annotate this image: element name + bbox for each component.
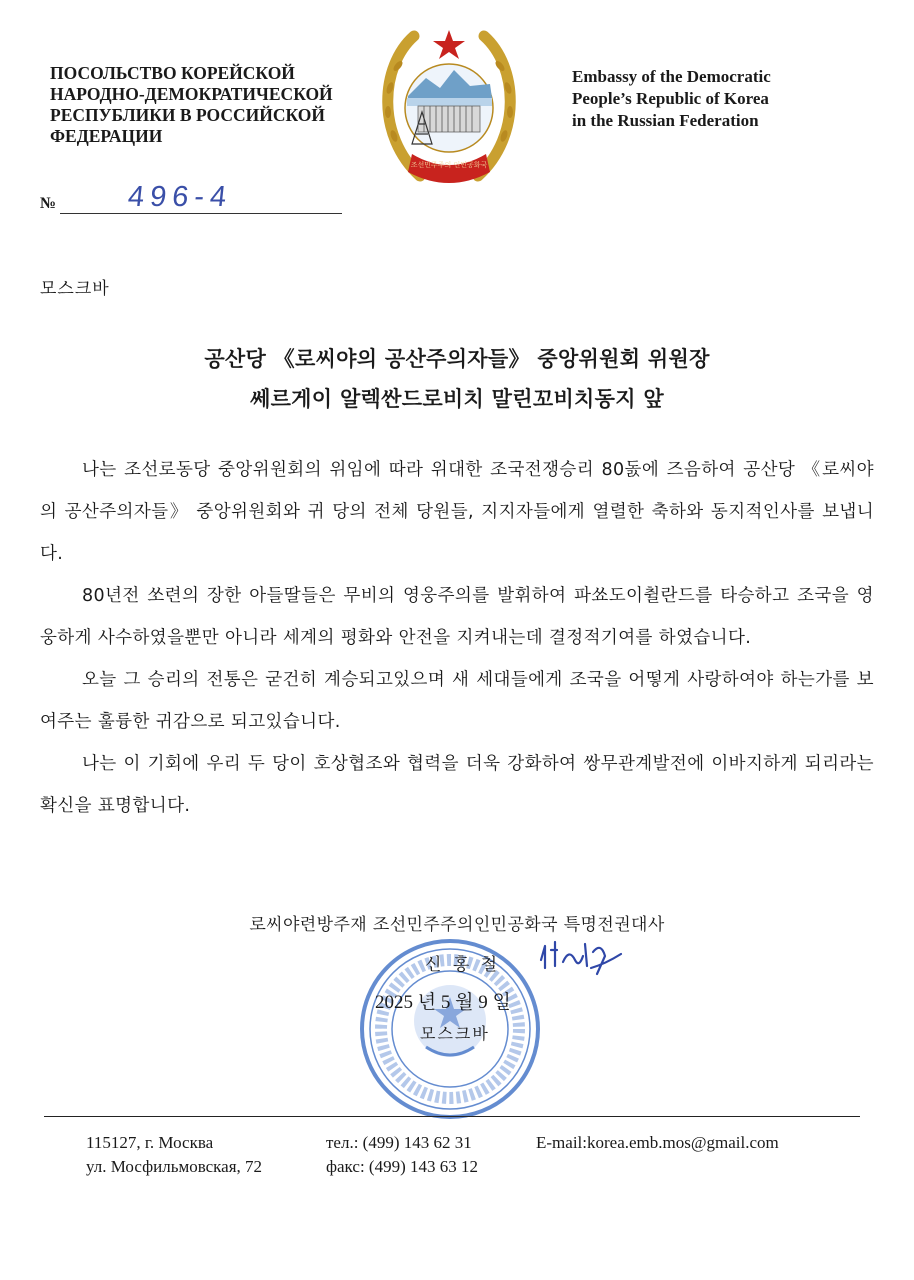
- ru-line: РЕСПУБЛИКИ В РОССИЙСКОЙ: [50, 105, 325, 125]
- addressee-line: 쎄르게이 알렉싼드로비치 말린꼬비치동지 앞: [250, 387, 664, 411]
- body-paragraph: 오늘 그 승리의 전통은 굳건히 계승되고있으며 새 세대들에게 조국을 어떻게 사랑하여야 하는가를 보여주는 훌륭한 귀감으로 되고있습니다.: [40, 670, 874, 732]
- signer-name: 신 홍 철: [425, 955, 501, 975]
- body-paragraph: 나는 조선로동당 중앙위원회의 위임에 따라 위대한 조국전쟁승리 80돐에 즈음하여 공산당 《로씨야의 공산주의자들》 중앙위원회와 귀 당의 전체 당원들, 지지자들에게 열렬한 축하와 동지적인사를 보냅니다.: [40, 460, 874, 564]
- ru-line: НАРОДНО-ДЕМОКРАТИЧЕСКОЙ: [50, 84, 333, 104]
- letter-body: [40, 449, 874, 827]
- footer-fax: факс: (499) 143 63 12: [326, 1157, 478, 1176]
- dprk-state-emblem-icon: [374, 26, 524, 192]
- handwritten-signature-icon: [535, 938, 625, 988]
- en-line: in the Russian Federation: [572, 111, 759, 130]
- footer-divider: [44, 1116, 860, 1117]
- footer-phone: тел.: (499) 143 62 31: [326, 1133, 472, 1152]
- ru-line: ПОСОЛЬСТВО КОРЕЙСКОЙ: [50, 63, 295, 83]
- city-heading: 모스크바: [40, 279, 110, 299]
- document-number-label: №: [40, 195, 57, 212]
- en-line: People’s Republic of Korea: [572, 89, 769, 108]
- footer-address-line: 115127, г. Москва: [86, 1133, 214, 1152]
- signer-title: 로씨야련방주재 조선민주주의인민공화국 특명전권대사: [249, 915, 665, 935]
- document-number-value: 496-4: [126, 181, 234, 213]
- footer-address-line: ул. Мосфильмовская, 72: [86, 1157, 263, 1176]
- body-paragraph: 80년전 쏘련의 장한 아들딸들은 무비의 영웅주의를 발휘하여 파쑈도이췰란드를 타승하고 조국을 영웅하게 사수하였을뿐만 아니라 세계의 평화와 안전을 지켜내는데 결정적기여를 하였습니다.: [40, 586, 874, 648]
- signing-place: 모스크바: [420, 1024, 490, 1043]
- footer-email[interactable]: E-mail:korea.emb.mos@gmail.com: [536, 1133, 779, 1152]
- emblem-ribbon-text: 조선민주주의 인민공화국: [410, 161, 488, 169]
- signing-date: 2025 년 5 월 9 일: [375, 992, 511, 1013]
- addressee-line: 공산당 《로씨야의 공산주의자들》 중앙위원회 위원장: [204, 347, 710, 371]
- ru-line: ФЕДЕРАЦИИ: [50, 126, 163, 146]
- embassy-name-russian: [50, 63, 380, 147]
- embassy-name-english: [572, 66, 872, 132]
- en-line: Embassy of the Democratic: [572, 67, 771, 86]
- body-paragraph: 나는 이 기회에 우리 두 당이 호상협조와 협력을 더욱 강화하여 쌍무관계발전에 이바지하게 되리라는 확신을 표명합니다.: [40, 754, 874, 816]
